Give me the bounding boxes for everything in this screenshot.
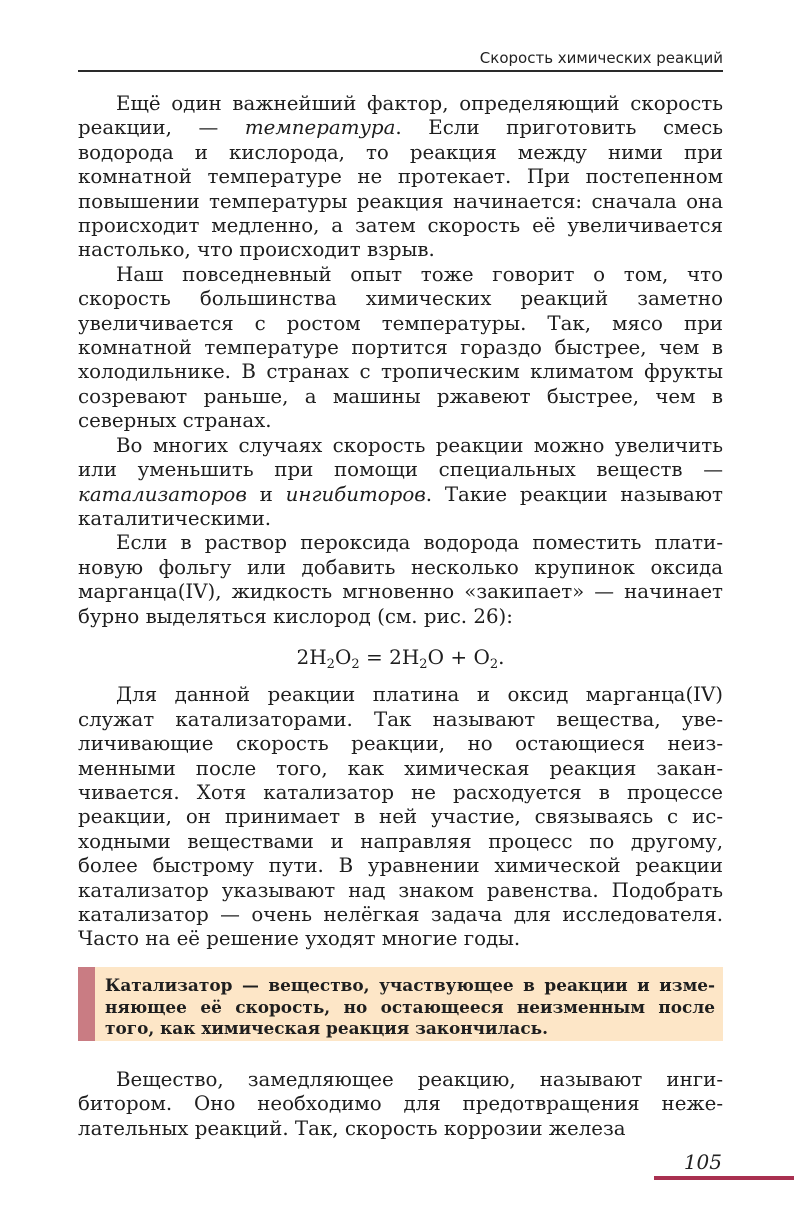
paragraph-catalysts-part-1: Во многих случаях скорость реакции можно увеличить или уменьшить при помощи специальных веществ — (78, 433, 723, 482)
eq-rhs-sub-2: 2 (489, 656, 499, 672)
term-temperature: температура (244, 116, 396, 140)
footer-accent-line (654, 1176, 794, 1180)
eq-sign: = (359, 644, 390, 669)
paragraph-catalyst-explanation: Для данной реакции платина и оксид марганца(IV) служат катализаторами. Так называют вещества, увеличивающие скорость реакции, но остающиеся неизменными после того, как химическая реакция заканчивается. Хотя катализатор не расходуется в процессе реакции, он принимает в ней участие, связываясь с исходными веществами и направляя процесс по другому, более быстрому пути. В уравнении химической реакции катализатор указывают над знаком равенства. Подобрать катализатор — очень нелёгкая задача для исследователя. Часто на её решение уходят многие годы. (78, 683, 723, 951)
eq-lhs-sub-1: 2 (326, 656, 335, 672)
paragraph-peroxide: Если в раствор пероксида водорода поместить платиновую фольгу или добавить несколько крупинок оксида марганца(IV), жидкость мгновенно «закипает» — начинает бурно выделяться кислород (см. рис. 26): (78, 531, 723, 628)
paragraph-catalysts-inhibitors (78, 434, 723, 532)
eq-lhs-sub-2: 2 (351, 656, 360, 672)
term-inhibitors: ингибиторов (285, 482, 426, 506)
paragraph-temperature (78, 92, 723, 263)
definition-text: Катализатор — вещество, участвующее в реакции и изменяющее её скорость, но остающееся неизменным после того, как химическая реакция закончилась. (105, 975, 715, 1039)
paragraph-temperature-part-2: . Если приготовить смесь водорода и кислорода, то реакция между ними при комнатной температуре не протекает. При постепенном повышении температуры реакция начинается: сначала она происходит медленно, а затем скорость её увеличивается настолько, что происходит взрыв. (78, 116, 723, 262)
main-text-upper (78, 92, 723, 952)
chemical-equation (78, 644, 723, 672)
eq-lhs-h: 2H (296, 644, 327, 669)
eq-end: . (498, 644, 505, 669)
running-header (78, 40, 723, 72)
eq-rhs-h: 2H (389, 644, 420, 669)
term-catalysts: катализаторов (78, 482, 247, 506)
running-title: Скорость химических реакций (479, 49, 723, 67)
eq-rhs-o: O + O (427, 644, 490, 669)
paragraph-catalysts-part-2: и (246, 482, 286, 506)
paragraph-temperature-part-1: Ещё один важнейший фактор, определяющий скорость реакции, — (78, 92, 723, 140)
definition-box (78, 967, 723, 1041)
eq-rhs-sub-1: 2 (419, 656, 428, 672)
main-text-lower (78, 1068, 723, 1141)
page-number: 105 (683, 1150, 722, 1174)
eq-lhs-o: O (334, 644, 352, 669)
paragraph-inhibitor: Вещество, замедляющее реакцию, называют ингибитором. Оно необходимо для предотвращения нежелательных реакций. Так, скорость коррозии железа (78, 1068, 723, 1140)
paragraph-everyday-experience: Наш повседневный опыт тоже говорит о том, что скорость большинства химических реакций заметно увеличивается с ростом температуры. Так, мясо при комнатной температуре портится гораздо быстрее, чем в холодильнике. В странах с тропическим климатом фрукты созревают раньше, а машины ржавеют быстрее, чем в северных странах. (78, 262, 723, 433)
paragraph-catalysts-part-3: . Такие реакции называют каталитическими. (78, 482, 723, 530)
